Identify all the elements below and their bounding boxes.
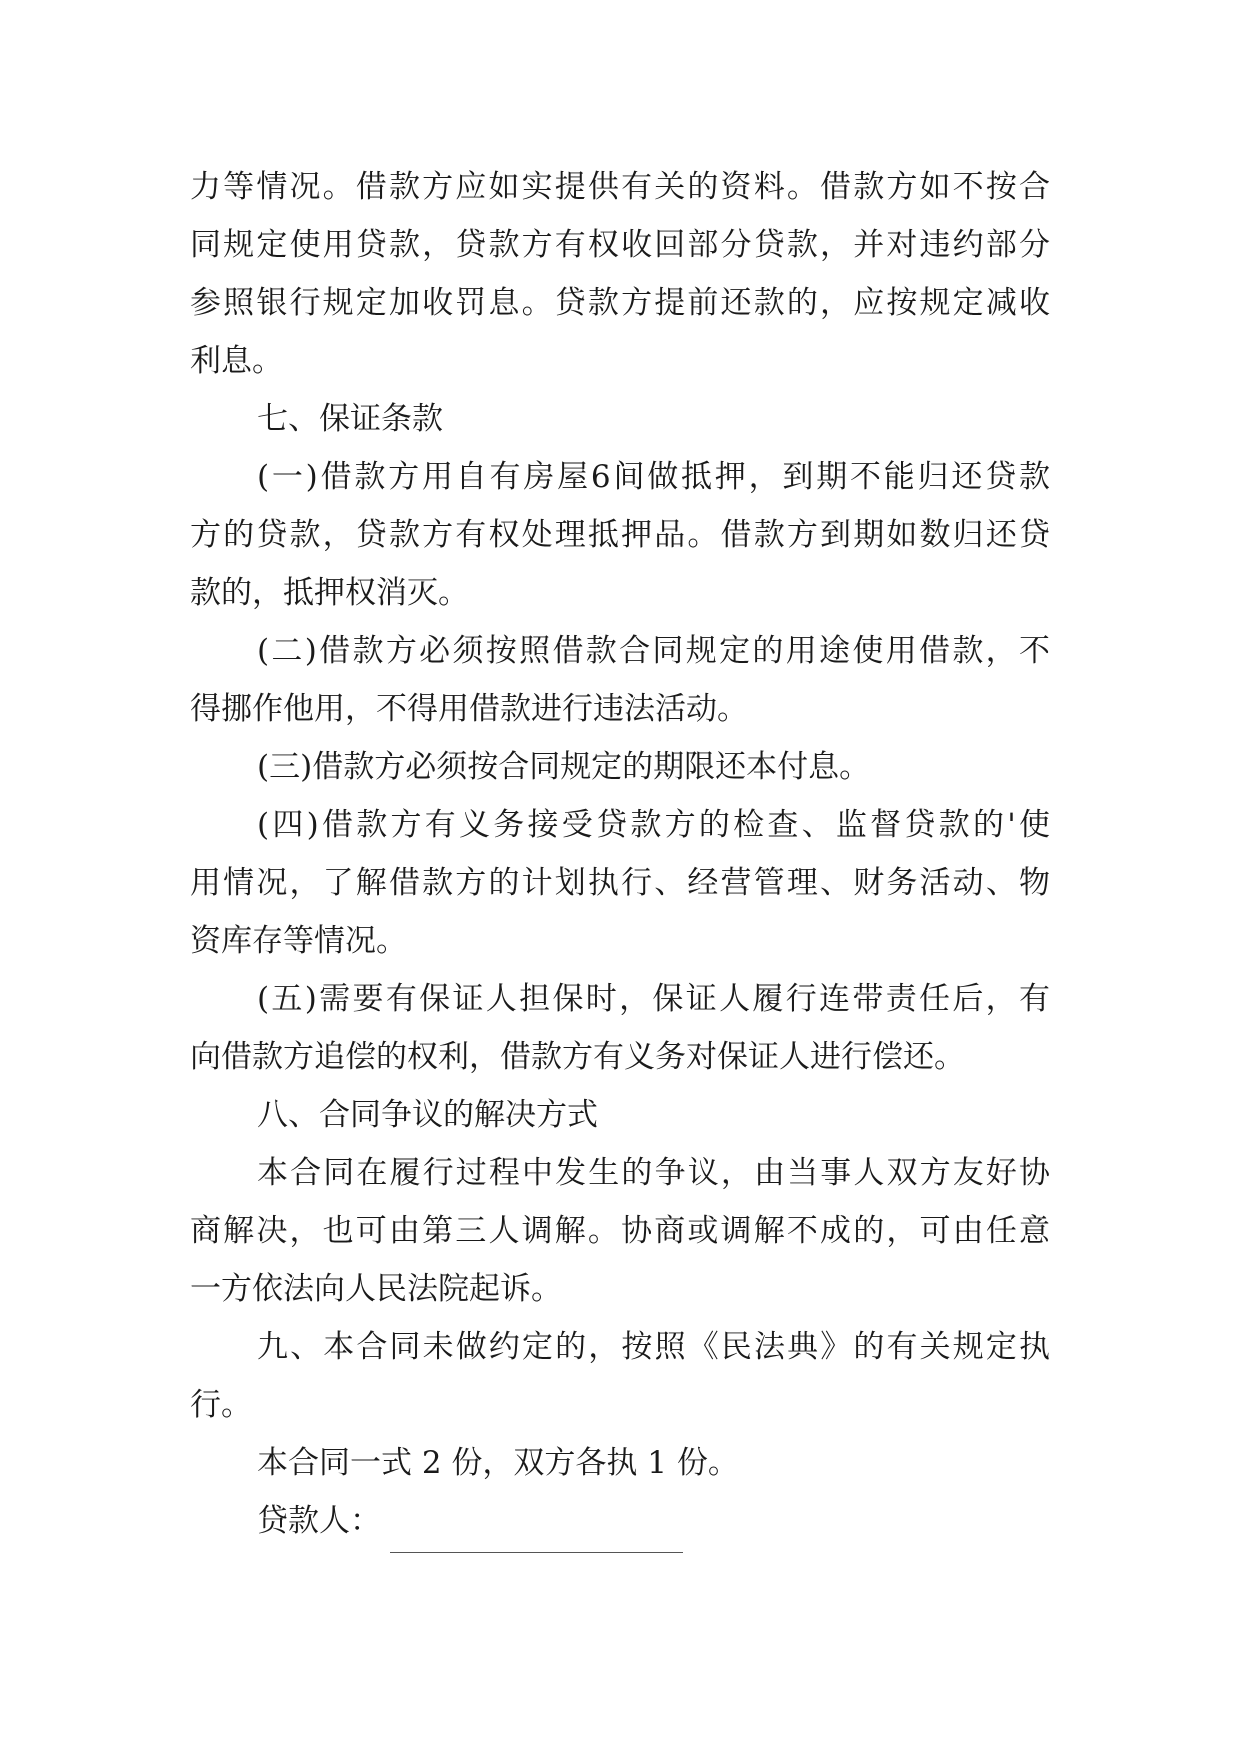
paragraph-line: 本合同一式 2 份，双方各执 1 份。 bbox=[257, 1445, 739, 1481]
paragraph-line: 行。 bbox=[190, 1387, 252, 1423]
paragraph-line: 本合同在履行过程中发生的争议，由当事人双方友好协 bbox=[257, 1155, 1050, 1191]
paragraph-line: 款的，抵押权消灭。 bbox=[190, 575, 469, 611]
paragraph-line: 商解决，也可由第三人调解。协商或调解不成的，可由任意 bbox=[190, 1213, 1050, 1249]
paragraph-line: 利息。 bbox=[190, 343, 283, 379]
paragraph-line: 参照银行规定加收罚息。贷款方提前还款的，应按规定减收 bbox=[190, 285, 1050, 321]
paragraph-line: 向借款方追偿的权利，借款方有义务对保证人进行偿还。 bbox=[190, 1039, 965, 1075]
paragraph-line: (一)借款方用自有房屋6间做抵押，到期不能归还贷款 bbox=[257, 459, 1050, 495]
paragraph-line: 九、本合同未做约定的，按照《民法典》的有关规定执 bbox=[257, 1329, 1050, 1365]
section-heading: 七、保证条款 bbox=[257, 401, 443, 437]
paragraph-line: 用情况，了解借款方的计划执行、经营管理、财务活动、物 bbox=[190, 865, 1050, 901]
paragraph-line: 力等情况。借款方应如实提供有关的资料。借款方如不按合 bbox=[190, 169, 1050, 205]
paragraph-line: 一方依法向人民法院起诉。 bbox=[190, 1271, 562, 1307]
paragraph-line: (四)借款方有义务接受贷款方的检查、监督贷款的'使 bbox=[257, 807, 1050, 843]
paragraph-line: 同规定使用贷款，贷款方有权收回部分贷款，并对违约部分 bbox=[190, 227, 1050, 263]
paragraph-line: 方的贷款，贷款方有权处理抵押品。借款方到期如数归还贷 bbox=[190, 517, 1050, 553]
paragraph-line: 资库存等情况。 bbox=[190, 923, 407, 959]
section-heading: 八、合同争议的解决方式 bbox=[257, 1097, 598, 1133]
paragraph-line: (五)需要有保证人担保时，保证人履行连带责任后，有 bbox=[257, 981, 1050, 1017]
paragraph-line: (二)借款方必须按照借款合同规定的用途使用借款，不 bbox=[257, 633, 1050, 669]
lender-signature-label: 贷款人： bbox=[257, 1503, 381, 1539]
paragraph-line: (三)借款方必须按合同规定的期限还本付息。 bbox=[257, 749, 871, 785]
signature-line bbox=[390, 1552, 683, 1553]
paragraph-line: 得挪作他用，不得用借款进行违法活动。 bbox=[190, 691, 748, 727]
